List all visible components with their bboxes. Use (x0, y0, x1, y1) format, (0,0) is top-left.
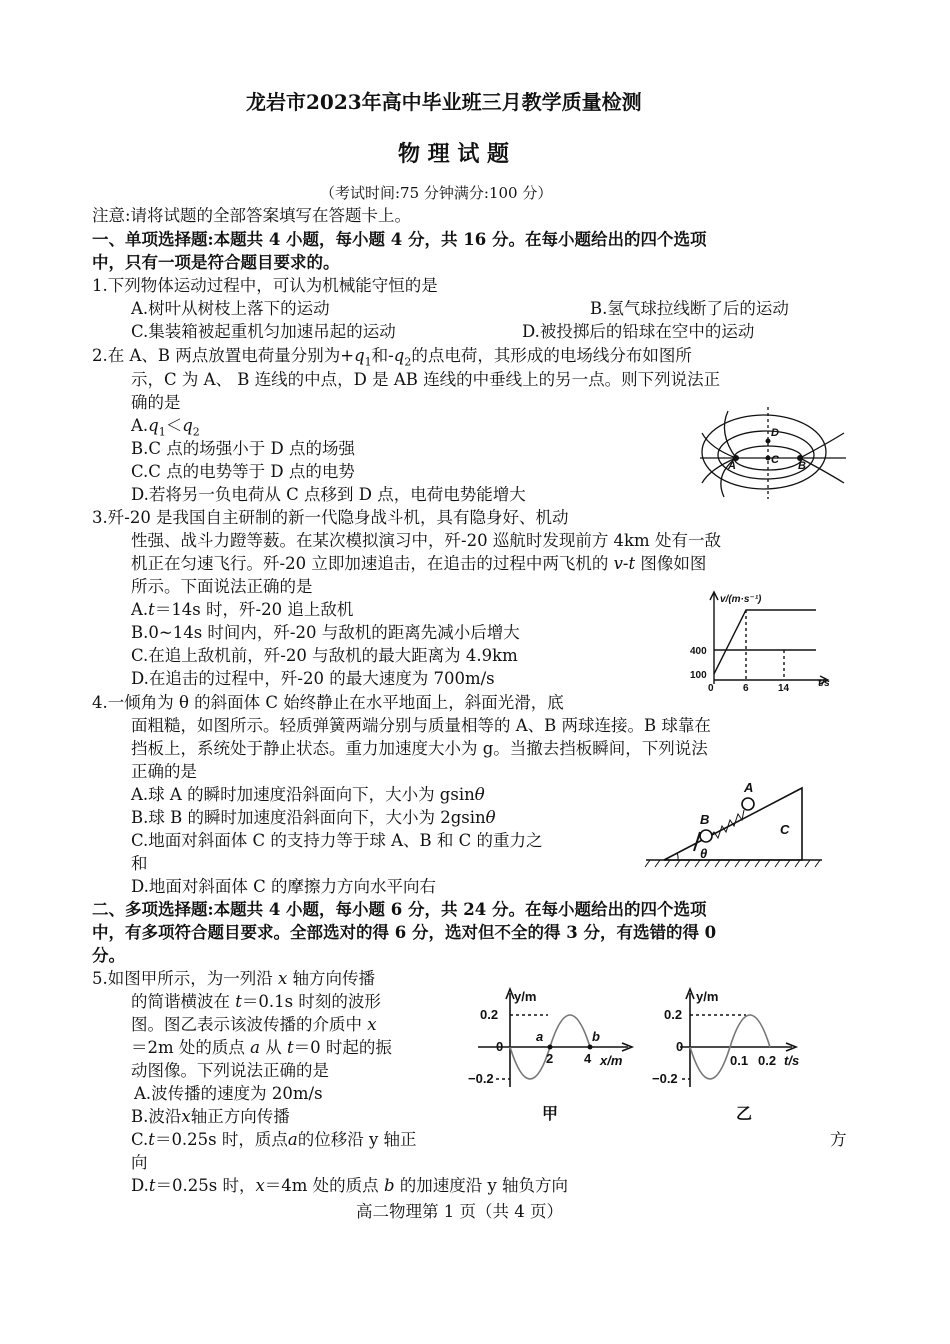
q1-option-c: C.集装箱被起重机匀加速吊起的运动 (131, 322, 396, 341)
q2-option-b: B.C 点的场强小于 D 点的场强 (131, 439, 355, 458)
q2-fig-label-b: B (798, 460, 806, 472)
q3-a-prefix: A. (131, 600, 149, 619)
q5-d-b: b (383, 1176, 395, 1195)
q4-fig-label-b: B (700, 812, 710, 827)
q5-b-post: 轴正方向传播 (190, 1107, 290, 1126)
q5-d-post: 的加速度沿 y 轴负方向 (394, 1176, 569, 1195)
q2-option-a-prefix: A. (131, 416, 149, 435)
q2-subscript-1: 1 (364, 355, 372, 369)
q5-stem-line1 (92, 968, 375, 990)
q4-incline-figure (644, 778, 826, 872)
q2-a-lt: ＜ (165, 416, 183, 435)
q2-stem-text-b: 的点电荷，其形成的电场线分布如图所 (411, 346, 692, 365)
section2-heading-line1: 二、多项选择题:本题共 4 小题，每小题 6 分，共 24 分。在每小题给出的四个选项 (92, 900, 707, 919)
exam-title: 龙岩市2023年高中毕业班三月教学质量检测 (246, 90, 642, 114)
q5-l1b: 轴方向传播 (287, 969, 376, 988)
q3-graph-x6: 6 (743, 683, 749, 692)
q5-option-c-fang: 方 (830, 1130, 847, 1149)
q5-stem-line2 (131, 991, 381, 1013)
q5-stem-line4 (131, 1037, 392, 1059)
q5-l3-x: x (367, 1015, 377, 1034)
q5-c-mid: ＝0.25s 时，质点 (154, 1130, 288, 1149)
exam-time-info: （考试时间:75 分钟满分:100 分） (320, 184, 553, 202)
q5-l4b: 从 (259, 1038, 287, 1057)
q5-d-mid: ＝0.25s 时， (155, 1176, 256, 1195)
q3-t-symbol: t (628, 554, 636, 573)
q5-l1-x: x (278, 969, 288, 988)
section2-heading-line3: 分。 (92, 946, 125, 965)
q2-fig-label-a: A (728, 460, 736, 472)
q5-jia-a: a (536, 1029, 544, 1044)
notice: 注意:请将试题的全部答案填写在答题卡上。 (92, 206, 412, 225)
q4-option-c-line2: 和 (131, 854, 148, 873)
q2-fig-label-d: D (771, 427, 779, 439)
q5-yi-ylabel: y/m (696, 989, 719, 1004)
q5-d-pre: D. (131, 1176, 149, 1195)
q5-b-x: x (181, 1107, 191, 1126)
q5-l3a: 图。图乙表示该波传播的介质中 (131, 1015, 368, 1034)
q5-option-b (131, 1106, 290, 1128)
q3-v-symbol: v (613, 554, 623, 573)
q5-b-pre: B.波沿 (131, 1107, 182, 1126)
q5-l4c: ＝0 时起的振 (293, 1038, 392, 1057)
q2-option-c: C.C 点的电势等于 D 点的电势 (131, 462, 355, 481)
q5-jia-caption: 甲 (542, 1106, 559, 1123)
q4-fig-label-theta: θ (700, 846, 708, 861)
q2-q-symbol-2: q (393, 346, 405, 365)
q4-a-text: A.球 A 的瞬时加速度沿斜面向下，大小为 gsin (131, 785, 475, 804)
subject-title: 物 理 试 题 (398, 141, 509, 167)
q4-option-d: D.地面对斜面体 C 的摩擦力方向水平向右 (131, 877, 437, 896)
q4-stem-line4: 正确的是 (131, 762, 197, 781)
q3-stem3-b: 图像如图 (635, 554, 707, 573)
q2-fig-label-c: C (771, 454, 779, 466)
q4-option-b (131, 807, 496, 829)
q4-option-c-line1: C.地面对斜面体 C 的支持力等于球 A、B 和 C 的重力之 (131, 831, 543, 850)
q5-jia-x4: 4 (584, 1051, 592, 1066)
q4-fig-label-c: C (780, 822, 790, 837)
q2-a-q2: q (182, 416, 193, 435)
q2-stem-line3: 确的是 (131, 393, 181, 412)
q4-a-theta: θ (474, 785, 485, 804)
q3-a-post: ＝14s 时，歼-20 追上敌机 (154, 600, 354, 619)
q3-stem-line1: 3.歼-20 是我国自主研制的新一代隐身战斗机，具有隐身好、机动 (92, 508, 569, 527)
q3-a-t: t (148, 600, 155, 619)
q3-graph-x14: 14 (778, 683, 790, 692)
q2-q-symbol-1: q (354, 346, 365, 365)
q3-graph-ylabel: v/(m·s⁻¹) (720, 594, 762, 605)
q1-option-d: D.被投掷后的铅球在空中的运动 (522, 322, 755, 341)
q5-c-pre: C. (131, 1130, 149, 1149)
q4-b-text: B.球 B 的瞬时加速度沿斜面向下，大小为 2gsin (131, 808, 486, 827)
q2-option-d: D.若将另一负电荷从 C 点移到 D 点，电荷电势能增大 (131, 485, 526, 504)
q3-dash: - (622, 554, 629, 573)
q3-graph-xlabel: t/s (818, 678, 830, 689)
q2-a-sub2: 2 (192, 425, 200, 439)
q2-stem-mid: 和- (371, 346, 394, 365)
q3-graph-y400: 400 (690, 646, 707, 657)
q2-stem-text-a: 2.在 A、B 两点放置电荷量分别为+ (92, 346, 355, 365)
q3-option-c: C.在追上敌机前，歼-20 与敌机的最大距离为 4.9km (131, 646, 518, 665)
q5-jia-zero: 0 (496, 1039, 504, 1054)
q5-yi-m02: −0.2 (652, 1071, 678, 1086)
q5-option-c (131, 1129, 417, 1151)
q5-c-t: t (148, 1130, 155, 1149)
q5-figure-jia-waveform (466, 985, 652, 1125)
q3-graph-y100: 100 (690, 670, 707, 681)
q4-fig-label-a: A (744, 780, 754, 795)
q5-d-mid2: ＝4m 处的质点 (264, 1176, 384, 1195)
q5-option-d (131, 1175, 568, 1197)
page-footer: 高二物理第 1 页（共 4 页） (356, 1202, 563, 1221)
q5-yi-zero: 0 (676, 1039, 684, 1054)
q3-stem3-a: 机正在匀速飞行。歼-20 立即加速追击，在追击的过程中两飞机的 (131, 554, 614, 573)
section1-heading-line1: 一、单项选择题:本题共 4 小题，每小题 4 分，共 16 分。在每小题给出的四个选项 (92, 230, 707, 249)
q4-stem-line1: 4.一倾角为 θ 的斜面体 C 始终静止在水平地面上，斜面光滑，底 (92, 693, 564, 712)
q5-l2a: 的简谐横波在 (131, 992, 236, 1011)
q2-field-lines-figure (698, 403, 850, 501)
q3-option-b: B.0~14s 时间内，歼-20 与敌机的距离先减小后增大 (131, 623, 520, 642)
q1-option-a: A.树叶从树枝上落下的运动 (131, 299, 330, 318)
q5-jia-p02: 0.2 (480, 1007, 499, 1022)
q2-subscript-2: 2 (404, 355, 412, 369)
q5-d-x: x (255, 1176, 265, 1195)
q5-yi-caption: 乙 (736, 1106, 753, 1123)
q4-option-a (131, 784, 485, 806)
q5-jia-b: b (592, 1029, 600, 1044)
q3-graph-x0: 0 (708, 683, 714, 692)
q5-jia-xlabel: x/m (600, 1053, 623, 1068)
q3-stem-line4: 所示。下面说法正确的是 (131, 577, 313, 596)
q1-stem: 1.下列物体运动过程中，可认为机械能守恒的是 (92, 276, 438, 295)
q5-stem-line3 (131, 1014, 377, 1036)
q2-a-sub1: 1 (158, 425, 166, 439)
q3-option-a (131, 599, 353, 621)
q5-l1a: 5.如图甲所示，为一列沿 (92, 969, 278, 988)
section1-heading-line2: 中，只有一项是符合题目要求的。 (92, 253, 340, 272)
q5-yi-t01: 0.1 (730, 1053, 749, 1068)
q5-jia-m02: −0.2 (468, 1071, 494, 1086)
q5-l4-a: a (250, 1038, 260, 1057)
q4-stem-line3: 挡板上，系统处于静止状态。重力加速度大小为 g。当撤去挡板瞬间，下列说法 (131, 739, 708, 758)
q5-jia-x2: 2 (546, 1051, 554, 1066)
q2-a-q1: q (148, 416, 159, 435)
q5-l2-t: t (235, 992, 242, 1011)
q5-yi-p02: 0.2 (664, 1007, 683, 1022)
q4-b-theta: θ (485, 808, 496, 827)
q3-stem-line3 (131, 553, 706, 575)
q3-option-d: D.在追击的过程中，歼-20 的最大速度为 700m/s (131, 669, 495, 688)
q1-option-b: B.氢气球拉线断了后的运动 (590, 299, 789, 318)
q5-option-a: A.波传播的速度为 20m/s (134, 1084, 323, 1103)
q4-stem-line2: 面粗糙，如图所示。轻质弹簧两端分别与质量相等的 A、B 两球连接。B 球靠在 (131, 716, 711, 735)
q3-vt-graph (686, 588, 836, 692)
q5-stem-line5: 动图像。下列说法正确的是 (131, 1061, 329, 1080)
section2-heading-line2: 中，有多项符合题目要求。全部选对的得 6 分，选对但不全的得 3 分，有选错的得 0 (92, 923, 717, 942)
q3-stem-line2: 性强、战斗力蹬等薮。在某次模拟演习中，歼-20 巡航时发现前方 4km 处有一敌 (131, 531, 721, 550)
q5-yi-t02: 0.2 (758, 1053, 777, 1068)
q5-c-post: 的位移沿 y 轴正 (297, 1130, 417, 1149)
q5-c-a: a (287, 1130, 298, 1149)
q5-figure-yi-vibration (650, 985, 810, 1125)
q5-d-t: t (148, 1176, 156, 1195)
q5-yi-tlabel: t/s (784, 1053, 800, 1068)
q5-l4a: ＝2m 处的质点 (131, 1038, 251, 1057)
q5-option-c-xiang: 向 (131, 1153, 148, 1172)
q5-jia-ylabel: y/m (514, 989, 537, 1004)
q5-l2b: ＝0.1s 时刻的波形 (241, 992, 381, 1011)
q2-stem-line2: 示，C 为 A、 B 连线的中点，D 是 AB 连线的中垂线上的另一点。则下列说法正 (131, 370, 721, 389)
q5-l4-t: t (286, 1038, 294, 1057)
